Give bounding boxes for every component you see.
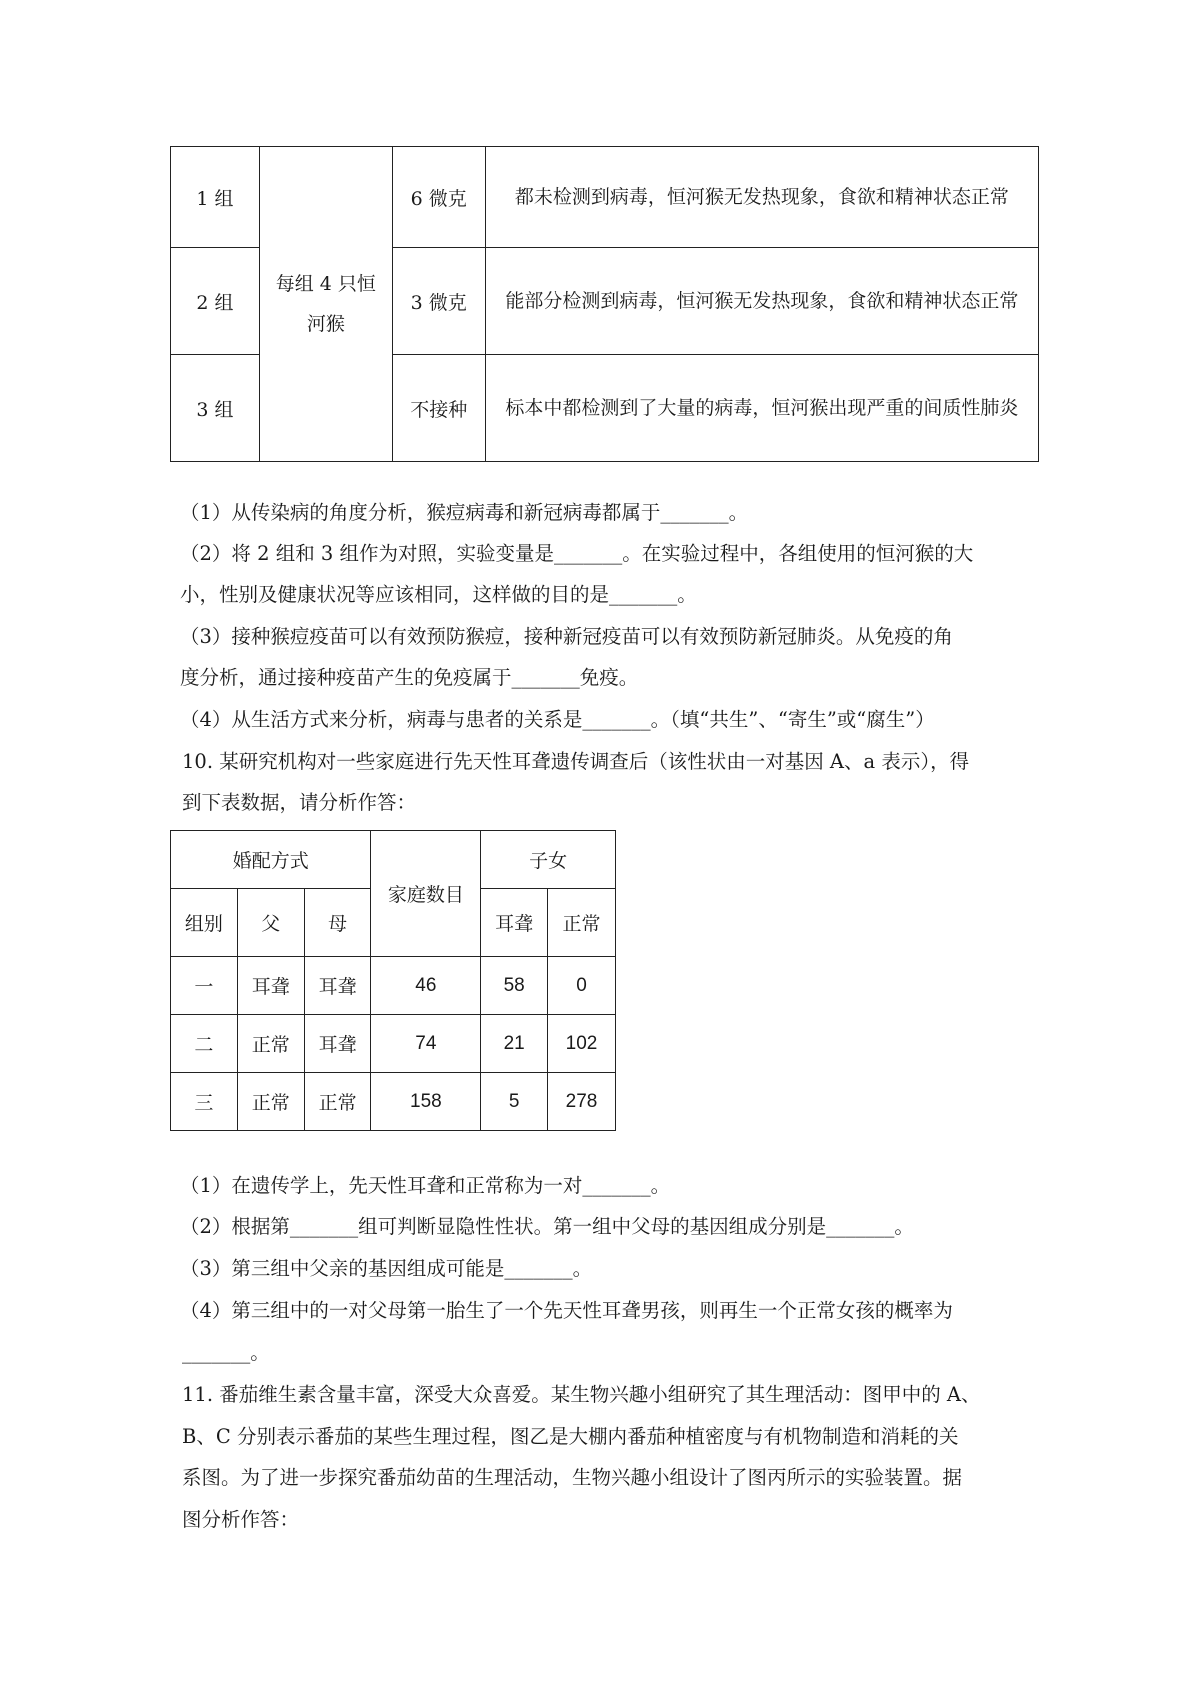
result-cell: 能部分检测到病毒，恒河猴无发热现象，食欲和精神状态正常 (485, 248, 1038, 355)
deaf-cell: 21 (481, 1015, 548, 1073)
table-header-row (171, 831, 616, 889)
normal-header: 正常 (548, 889, 616, 957)
father-cell: 正常 (237, 1073, 304, 1131)
table-row (171, 1015, 616, 1073)
q9-line: （2）将 2 组和 3 组作为对照，实验变量是_______。在实验过程中，各组使用的恒河猴的大 (180, 542, 974, 565)
families-cell: 158 (371, 1073, 481, 1131)
q10-intro-line: 到下表数据，请分析作答： (182, 791, 417, 814)
q10-line: _______。 (182, 1341, 270, 1364)
normal-cell: 102 (548, 1015, 616, 1073)
deaf-header: 耳聋 (481, 889, 548, 957)
deaf-cell: 58 (481, 957, 548, 1015)
q10-line: （3）第三组中父亲的基因组成可能是_______。 (180, 1257, 593, 1280)
father-cell: 耳聋 (237, 957, 304, 1015)
survey-table (170, 830, 616, 1131)
q11-line: 图分析作答： (182, 1508, 300, 1531)
mother-cell: 耳聋 (304, 957, 371, 1015)
group-cell: 2 组 (171, 248, 260, 355)
families-cell: 46 (371, 957, 481, 1015)
dose-cell: 3 微克 (392, 248, 485, 355)
dose-cell: 6 微克 (392, 147, 485, 248)
mother-header: 母 (304, 889, 371, 957)
q11-line: B、C 分别表示番茄的某些生理过程，图乙是大棚内番茄种植密度与有机物制造和消耗的关 (182, 1425, 959, 1448)
q10-line: （2）根据第_______组可判断显隐性性状。第一组中父母的基因组成分别是_______。 (180, 1215, 914, 1238)
group-header: 组别 (171, 889, 238, 957)
q11-line: 11. 番茄维生素含量丰富，深受大众喜爱。某生物兴趣小组研究了其生理活动：图甲中的 A、 (182, 1383, 981, 1406)
result-cell: 都未检测到病毒，恒河猴无发热现象，食欲和精神状态正常 (485, 147, 1038, 248)
families-header: 家庭数目 (371, 831, 481, 957)
normal-cell: 278 (548, 1073, 616, 1131)
experiment-table (170, 146, 1039, 462)
q10-intro-line: 10. 某研究机构对一些家庭进行先天性耳聋遗传调查后（该性状由一对基因 A、a 表示），得 (182, 750, 970, 773)
mating-header: 婚配方式 (171, 831, 371, 889)
table-row (171, 147, 1039, 248)
group-cell: 一 (171, 957, 238, 1015)
dose-cell: 不接种 (392, 355, 485, 462)
children-header: 子女 (481, 831, 616, 889)
mother-cell: 正常 (304, 1073, 371, 1131)
group-cell: 1 组 (171, 147, 260, 248)
deaf-cell: 5 (481, 1073, 548, 1131)
q11-line: 系图。为了进一步探究番茄幼苗的生理活动，生物兴趣小组设计了图丙所示的实验装置。据 (182, 1466, 963, 1489)
table-row (171, 957, 616, 1015)
mother-cell: 耳聋 (304, 1015, 371, 1073)
q9-line: 度分析，通过接种疫苗产生的免疫属于_______免疫。 (180, 666, 639, 689)
father-header: 父 (237, 889, 304, 957)
group-cell: 三 (171, 1073, 238, 1131)
q10-line: （1）在遗传学上，先天性耳聋和正常称为一对_______。 (180, 1174, 671, 1197)
q9-line: （3）接种猴痘疫苗可以有效预防猴痘，接种新冠疫苗可以有效预防新冠肺炎。从免疫的角 (180, 625, 953, 648)
father-cell: 正常 (237, 1015, 304, 1073)
normal-cell: 0 (548, 957, 616, 1015)
group-cell: 3 组 (171, 355, 260, 462)
result-cell: 标本中都检测到了大量的病毒，恒河猴出现严重的间质性肺炎 (485, 355, 1038, 462)
animal-group-cell: 每组 4 只恒 河猴 (259, 147, 392, 462)
group-cell: 二 (171, 1015, 238, 1073)
q9-line: （4）从生活方式来分析，病毒与患者的关系是_______。（填“共生”、“寄生”或“腐生”） (180, 708, 935, 731)
q9-line: 小，性别及健康状况等应该相同，这样做的目的是_______。 (180, 583, 697, 606)
q10-line: （4）第三组中的一对父母第一胎生了一个先天性耳聋男孩，则再生一个正常女孩的概率为 (180, 1299, 953, 1322)
table-row (171, 1073, 616, 1131)
q9-line: （1）从传染病的角度分析，猴痘病毒和新冠病毒都属于_______。 (180, 501, 749, 524)
families-cell: 74 (371, 1015, 481, 1073)
